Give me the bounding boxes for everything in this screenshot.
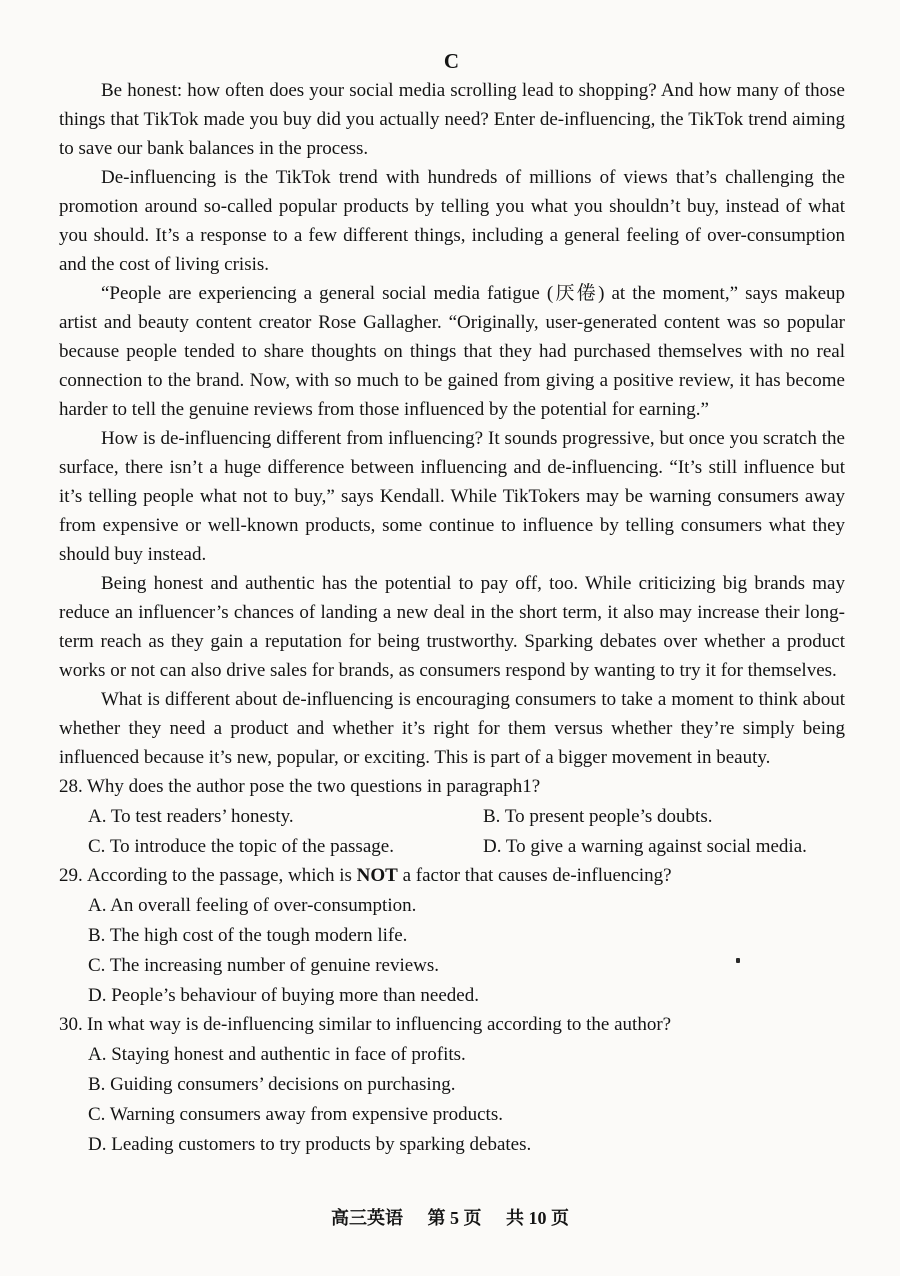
q30-option-a: A. Staying honest and authentic in face of profits. (88, 1044, 466, 1066)
question-30-options (59, 1040, 845, 1159)
question-29-stem-after: a factor that causes de-influencing? (397, 865, 672, 887)
footer-subject: 高三英语 (331, 1208, 403, 1228)
passage-paragraph-1: Be honest: how often does your social media scrolling lead to shopping? And how many of those things that TikTok made you buy did you actually need? Enter de-influencing, the TikTok trend aiming to save our bank balances in the process. (59, 80, 845, 159)
question-29-text (59, 861, 845, 891)
reading-passage (59, 76, 845, 772)
question-28-number: 28. (59, 776, 83, 797)
passage-paragraph-6: What is different about de-influencing is encouraging consumers to take a moment to think about whether they need a product and whether it’s right for them versus whether they’re simply being influenced because it’s new, popular, or exciting. This is part of a bigger movement in beauty. (59, 689, 845, 768)
question-29-stem-bold: NOT (356, 865, 398, 887)
passage-paragraph-4: How is de-influencing different from influencing? It sounds progressive, but once you scratch the surface, there isn’t a huge difference between influencing and de-influencing. “It’s still influence but it’s telling people what not to buy,” says Kendall. While TikTokers may be warning consumers away from expensive or well-known products, some continue to influence by telling consumers what they should buy instead. (59, 428, 845, 565)
q30-option-c: C. Warning consumers away from expensive products. (88, 1103, 503, 1125)
footer-total-pages: 共 10 页 (506, 1208, 569, 1228)
question-28-options (59, 802, 845, 862)
question-28 (59, 772, 845, 861)
passage-paragraph-2: De-influencing is the TikTok trend with hundreds of millions of views that’s challenging the promotion around so-called popular products by telling you what you shouldn’t buy, instead of what you should. It’s a response to a few different things, including a general feeling of over-consumption and the cost of living crisis. (59, 167, 845, 275)
question-29-number: 29. (59, 865, 83, 887)
q30-option-d: D. Leading customers to try products by sparking debates. (88, 1133, 532, 1155)
q29-option-c: C. The increasing number of genuine reviews. (88, 954, 440, 976)
page-footer (0, 1204, 900, 1230)
question-30-number: 30. (59, 1014, 83, 1036)
footer-page-number: 第 5 页 (427, 1208, 482, 1228)
q29-option-b: B. The high cost of the tough modern life. (88, 924, 408, 946)
questions-section (59, 772, 845, 1159)
q28-option-c: C. To introduce the topic of the passage. (88, 835, 394, 857)
question-29 (59, 861, 845, 1010)
q28-option-d: D. To give a warning against social media. (483, 835, 807, 857)
q29-option-a: A. An overall feeling of over-consumption. (88, 895, 417, 917)
q30-option-b: B. Guiding consumers’ decisions on purchasing. (88, 1073, 456, 1095)
q28-option-a: A. To test readers’ honesty. (88, 805, 294, 827)
scan-artifact-dot (736, 958, 740, 963)
section-title: C (443, 49, 461, 73)
question-30 (59, 1010, 845, 1159)
question-28-text (59, 772, 845, 802)
question-30-text (59, 1010, 845, 1040)
question-29-stem-before: According to the passage, which is (87, 865, 357, 887)
question-29-options (59, 891, 845, 1010)
passage-paragraph-3: “People are experiencing a general social media fatigue (厌倦) at the moment,” says makeup artist and beauty content creator Rose Gallagher. “Originally, user-generated content was so popular because people tended to share thoughts on things that they had purchased themselves with no real connection to the brand. Now, with so much to be gained from giving a positive review, it has become harder to tell the genuine reviews from those influenced by the potential for earning.” (59, 283, 845, 420)
question-30-stem: In what way is de-influencing similar to influencing according to the author? (87, 1014, 672, 1036)
passage-paragraph-5: Being honest and authentic has the potential to pay off, too. While criticizing big brands may reduce an influencer’s chances of landing a new deal in the short term, it also may increase their long-term reach as they gain a reputation for being trustworthy. Sparking debates over whether a product works or not can also drive sales for brands, as consumers respond by wanting to try it for themselves. (59, 573, 845, 681)
q29-option-d: D. People’s behaviour of buying more than needed. (88, 984, 479, 1006)
q28-option-b: B. To present people’s doubts. (483, 805, 713, 827)
question-28-stem: Why does the author pose the two questions in paragraph1? (87, 776, 541, 797)
